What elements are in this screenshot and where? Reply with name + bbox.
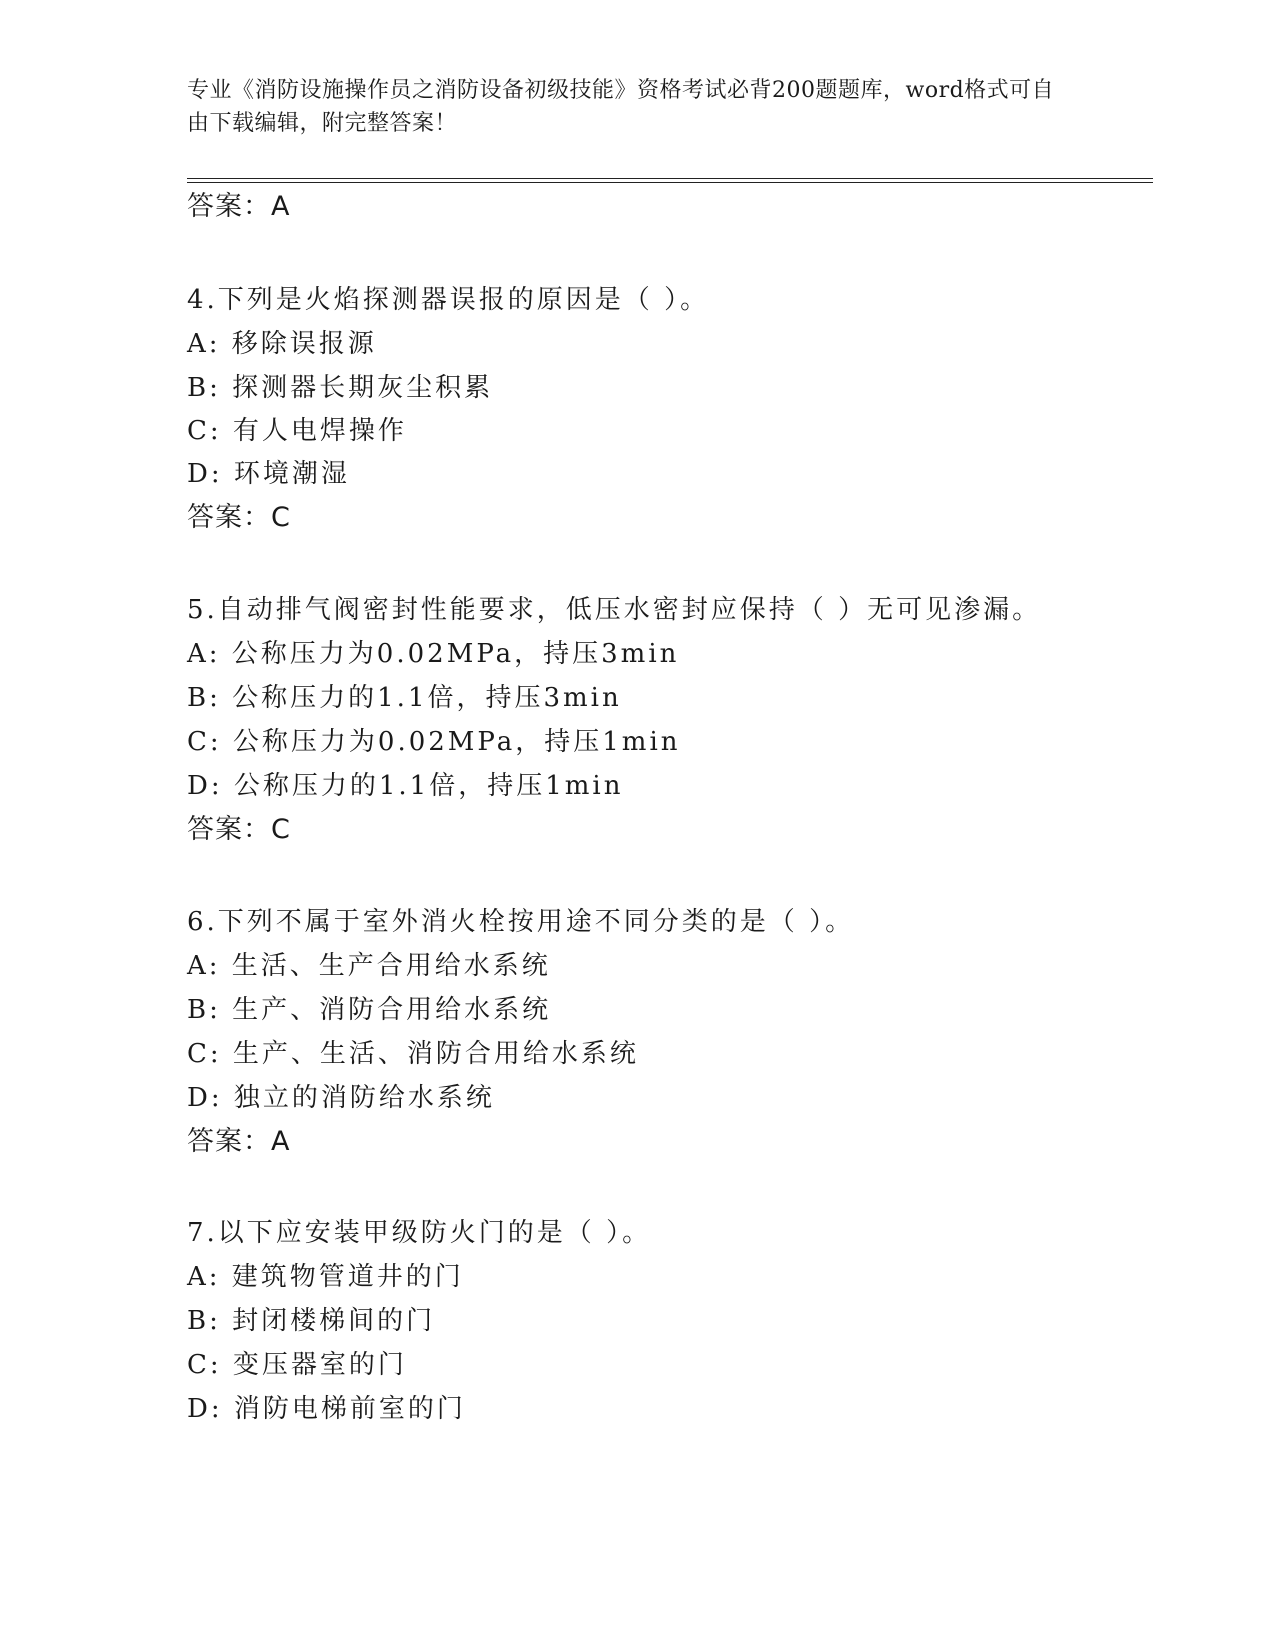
option-a: A: 公称压力为0.02MPa，持压3min — [187, 639, 680, 669]
option-d: D: 消防电梯前室的门 — [187, 1394, 466, 1424]
question-stem: 5.自动排气阀密封性能要求，低压水密封应保持（ ）无可见渗漏。 — [187, 595, 1042, 625]
question-stem: 4.下列是火焰探测器误报的原因是（ ）。 — [187, 285, 710, 315]
option-c: C: 有人电焊操作 — [187, 416, 407, 446]
option-c: C: 公称压力为0.02MPa，持压1min — [187, 727, 681, 757]
option-c: C: 变压器室的门 — [187, 1350, 407, 1380]
answer: 答案：C — [187, 814, 291, 845]
question-stem: 6.下列不属于室外消火栓按用途不同分类的是（ ）。 — [187, 907, 855, 937]
header-rule-top — [187, 178, 1153, 179]
option-b: B: 封闭楼梯间的门 — [187, 1306, 436, 1336]
answer-prev: 答案：A — [187, 191, 291, 222]
answer: 答案：C — [187, 502, 291, 533]
question-stem: 7.以下应安装甲级防火门的是（ ）。 — [187, 1218, 652, 1248]
option-d: D: 环境潮湿 — [187, 459, 350, 489]
option-b: B: 探测器长期灰尘积累 — [187, 373, 494, 403]
answer: 答案：A — [187, 1126, 291, 1157]
option-b: B: 公称压力的1.1倍，持压3min — [187, 683, 622, 713]
option-c: C: 生产、生活、消防合用给水系统 — [187, 1039, 639, 1069]
option-a: A: 建筑物管道井的门 — [187, 1262, 464, 1292]
option-d: D: 独立的消防给水系统 — [187, 1083, 495, 1113]
option-a: A: 移除误报源 — [187, 329, 377, 359]
document-header: 专业《消防设施操作员之消防设备初级技能》资格考试必背200题题库，word格式可自由下载编辑，附完整答案！ — [187, 78, 1055, 136]
option-a: A: 生活、生产合用给水系统 — [187, 951, 551, 981]
option-b: B: 生产、消防合用给水系统 — [187, 995, 552, 1025]
option-d: D: 公称压力的1.1倍，持压1min — [187, 771, 624, 801]
header-rule-bottom — [187, 182, 1153, 183]
